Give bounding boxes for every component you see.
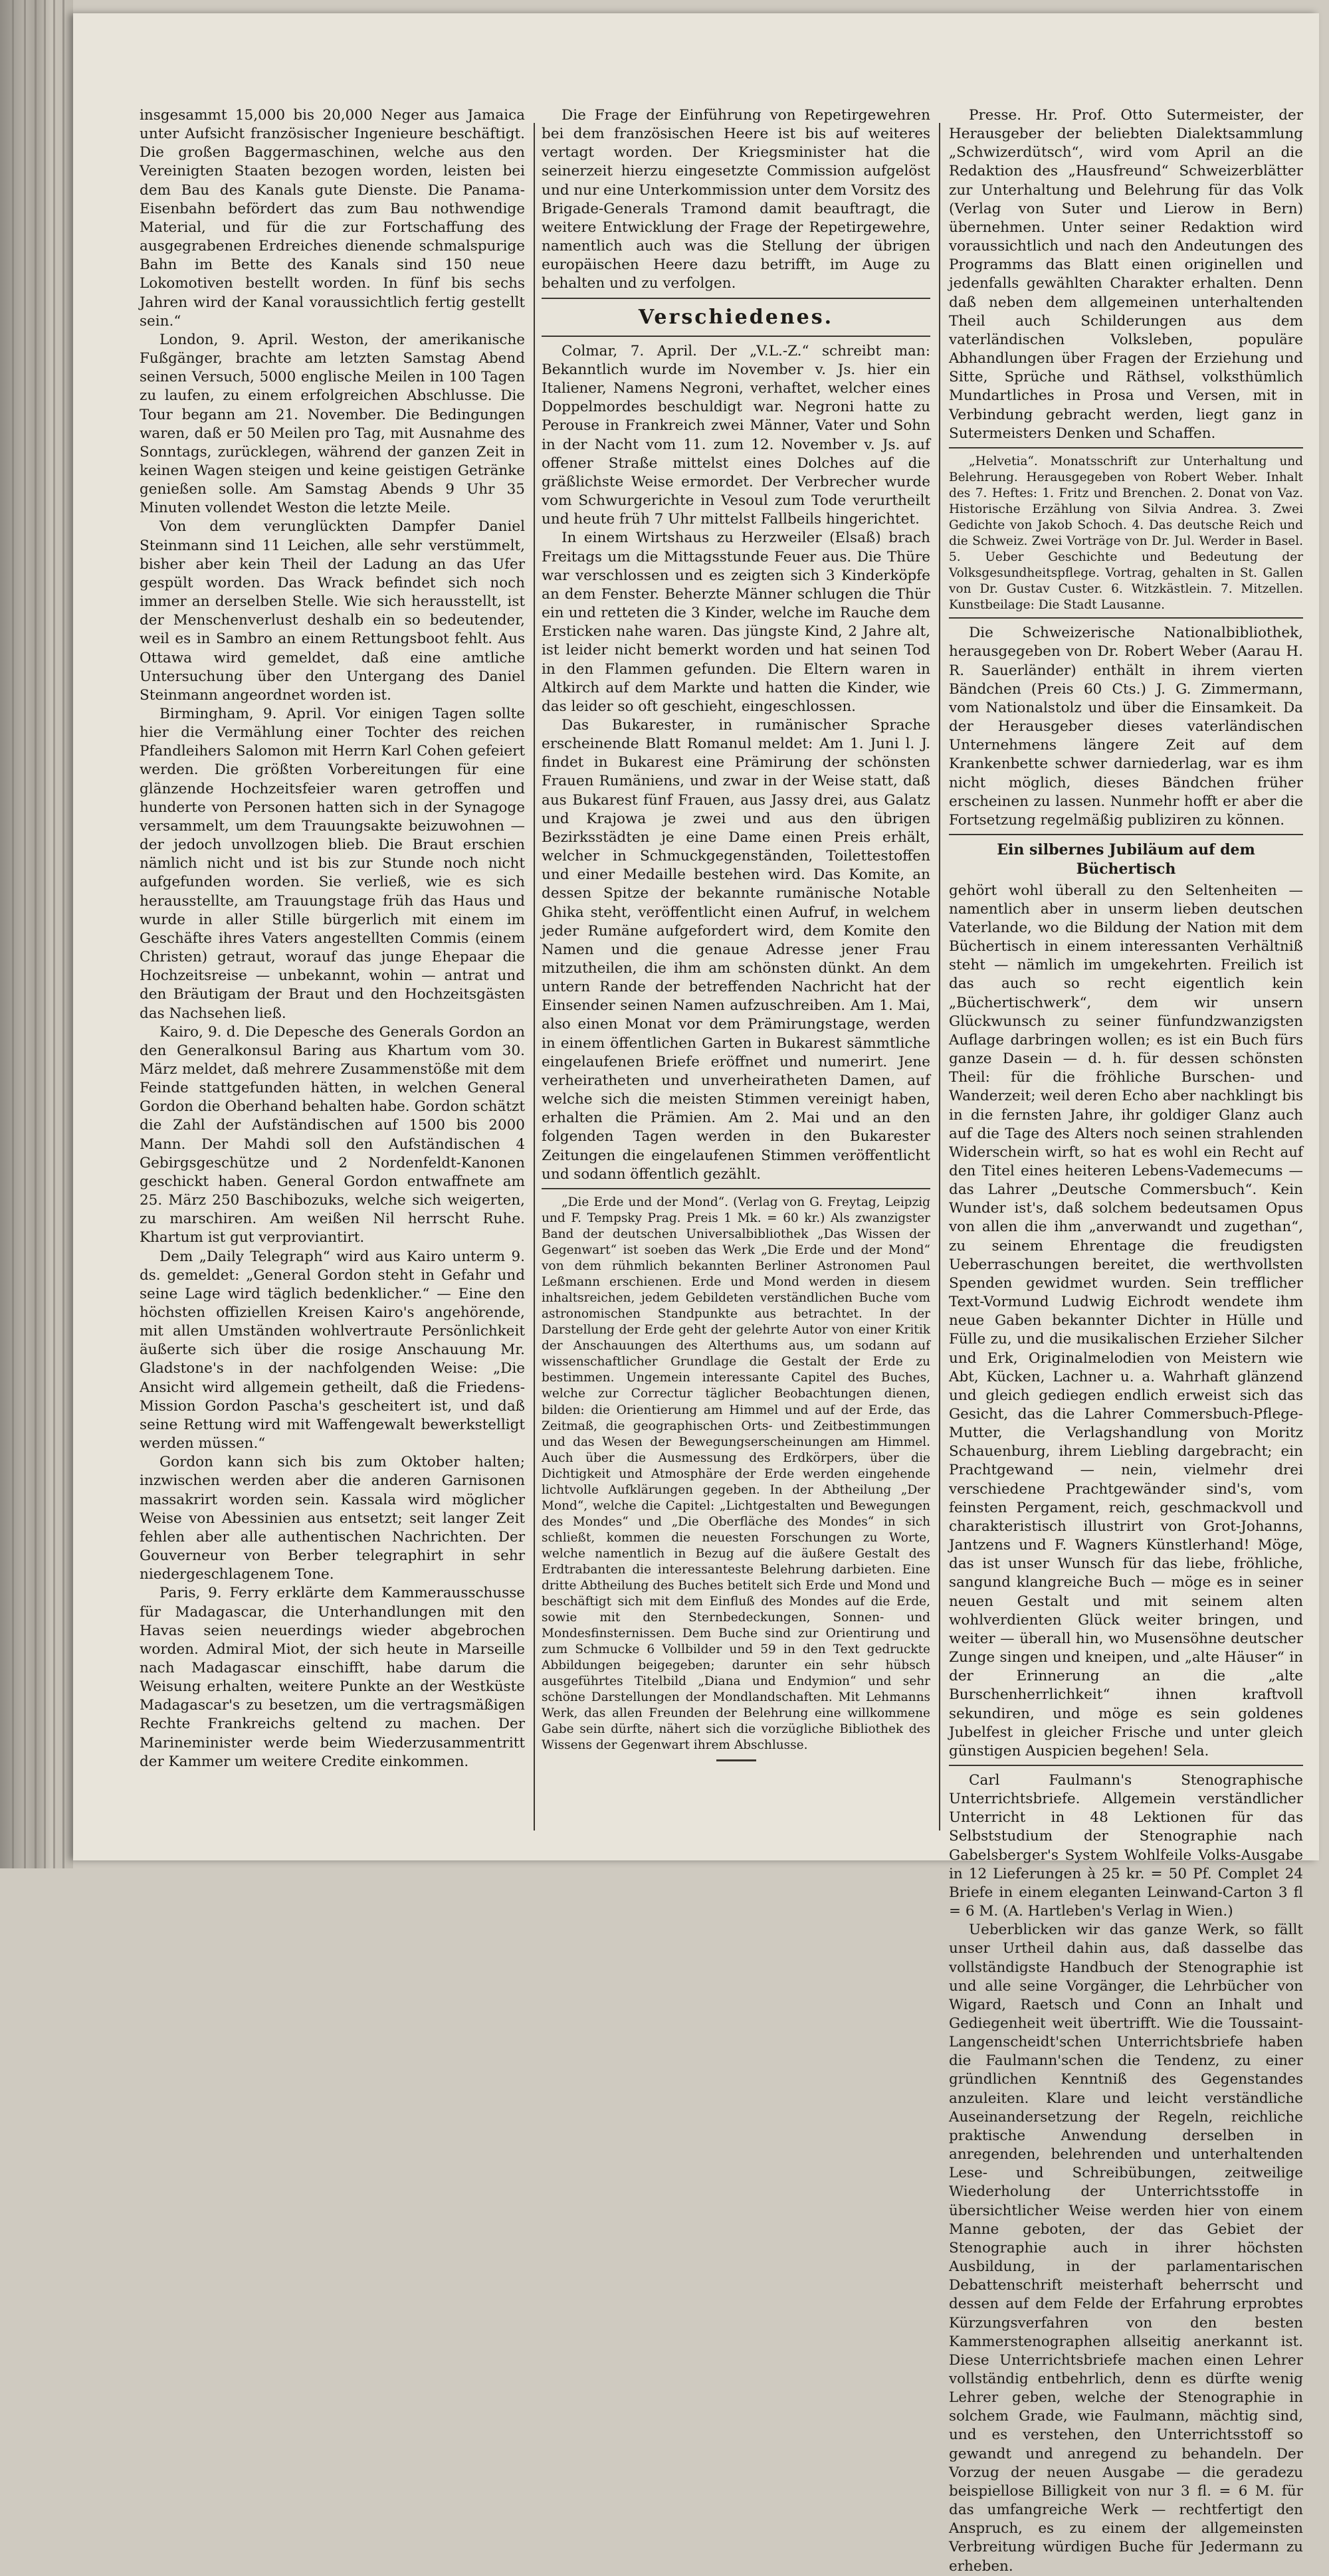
column-2 (542, 106, 930, 1847)
column-rule (939, 123, 940, 1831)
notice-faulmann: Carl Faulmann's Stenographische Unterrichtsbriefe. Allgemein verständlicher Unterricht in 48 Lektionen für das Selbststudium der Stenographie nach Gabelsberger's System Wohlfeile Volks-Ausgabe in 12 Lieferungen à 25 kr. = 50 Pf. Complet 24 Briefe in einem eleganten Leinwand-Carton 3 fl = 6 M. (A. Hartleben's Verlag in Wien.) (949, 1771, 1303, 1920)
column-1 (140, 106, 525, 1847)
end-mark (716, 1759, 756, 1761)
section-rule (542, 336, 930, 337)
section-rule (949, 834, 1303, 835)
section-rule (542, 1188, 930, 1189)
article-london: London, 9. April. Weston, der amerikanische Fußgänger, brachte am letzten Samstag Abend seinen Versuch, 5000 englische Meilen in 100 Tagen zu laufen, zu einem erfolgreichen Abschlusse. Die Tour begann am 21. November. Die Bedingungen waren, daß er 50 Meilen pro Tag, mit Ausnahme des Sonntags, zurücklegen, während der ganzen Zeit in keinen Wagen steigen und keine geistigen Getränke genießen solle. Am Samstag Abends 9 Uhr 35 Minuten vollendet Weston die letzte Meile. (140, 331, 525, 517)
section-heading: Verschiedenes. (638, 305, 834, 329)
article-presse: Presse. Hr. Prof. Otto Sutermeister, der Herausgeber der beliebten Dialektsammlung „Schwizerdütsch“, wird vom April an die Redaktion des „Hausfreund“ Schweizerblätter zur Unterhaltung und Belehrung für das Volk (Verlag von Suter und Lierow in Bern) übernehmen. Unter seiner Redaktion wird voraussichtlich und nach den Andeutungen des Programms das Blatt einen originellen und jedenfalls gewählten Charakter erhalten. Denn daß neben dem allgemeinen unterhaltenden Theil auch Schilderungen aus dem vaterländischen Volksleben, populäre Abhandlungen über Fragen der Erziehung und Sitte, Sprüche und Räthsel, volksthümlich Mundartliches in Prosa und Versen, mit in Verbindung gebracht werden, liegt ganz in Sutermeisters Denken und Schaffen. (949, 107, 1303, 442)
column-rule (534, 123, 535, 1831)
article-birmingham: Birmingham, 9. April. Vor einigen Tagen sollte hier die Vermählung einer Tochter des reichen Pfandleihers Salomon mit Herrn Karl Cohen gefeiert werden. Die größten Vorbereitungen für eine glänzende Hochzeitsfeier waren getroffen und hunderte von Personen hatten sich in der Synagoge versammelt, um dem Trauungsakte beizuwohnen — der jedoch unvollzogen blieb. Die Braut erschien nämlich nicht und ist bis zur Stunde noch nicht aufgefunden worden. Sie verließ, wie es sich herausstellte, am Trauungstage früh das Haus und wurde in aller Stille bürgerlich mit einem im Geschäfte ihres Vaters angestellten Commis (einem Christen) getraut, worauf das junge Ehepaar die Hochzeitsreise — unbekannt, wohin — antrat und den Bräutigam der Braut und den Hochzeitsgästen das Nachsehen ließ. (140, 706, 525, 1022)
article-paris: Paris, 9. Ferry erklärte dem Kammerausschusse für Madagascar, die Unterhandlungen mit den Havas seien neuerdings wieder abgebrochen worden. Admiral Miot, der sich heute in Marseille nach Madagascar einschifft, habe darum die Weisung erhalten, weitere Punkte an der Westküste Madagascar's zu besetzen, um die vertragsmäßigen Rechte Frankreichs geltend zu machen. Der Marineminister werde beim Wiederzusammentritt der Kammer um weitere Credite einkommen. (140, 1585, 525, 1770)
article-herzweiler: In einem Wirtshaus zu Herzweiler (Elsaß) brach Freitags um die Mittagsstunde Feuer aus. Die Thüre war verschlossen und es zeigten sich 3 Kinderköpfe an dem Fenster. Beherzte Männer schlugen die Thür ein und retteten die 3 Kinder, welche im Rauche dem Ersticken nahe waren. Das jüngste Kind, 2 Jahre alt, ist leider nicht bemerkt worden und hat seinen Tod in den Flammen gefunden. Die Eltern waren in Altkirch auf dem Markte und hatten die Kinder, wie das leider so oft geschieht, eingeschlossen. (542, 530, 930, 715)
column-3 (949, 106, 1303, 2575)
section-rule (949, 1765, 1303, 1766)
article-kairo: Kairo, 9. d. Die Depesche des Generals Gordon an den Generalkonsul Baring aus Khartum vom 30. März meldet, daß mehrere Zusammenstöße mit dem Feinde stattgefunden hätten, in welchen General Gordon die Oberhand behalten habe. Gordon schätzt die Zahl der Aufständischen auf 1500 bis 2000 Mann. Der Mahdi soll den Aufständischen 4 Gebirgsgeschütze und 2 Nordenfeldt-Kanonen geschickt haben. General Gordon entwaffnete am 25. März 250 Baschibozuks, welche sich weigerten, zu marschiren. Am weißen Nil herrscht Ruhe. Khartum ist gut verproviantirt. (140, 1023, 525, 1246)
notice-nationalbibliothek: Die Schweizerische Nationalbibliothek, herausgegeben von Dr. Robert Weber (Aarau H. R. Sauerländer) enthält in ihrem vierten Bändchen (Preis 60 Cts.) J. G. Zimmermann, vom Nationalstolz und über die Einsamkeit. Da der Herausgeber dieses vaterländischen Unternehmens längere Zeit auf dem Krankenbette schwer darniederlag, war es ihm nicht möglich, dieses Bändchen früher erscheinen zu lassen. Nunmehr hofft er aber die Fortsetzung regelmäßig publiziren zu können. (949, 625, 1303, 829)
section-rule (542, 298, 930, 299)
article-text: Dem „Daily Telegraph“ wird aus Kairo unterm 9. ds. gemeldet: „General Gordon steht in Gefahr und seine Lage wird täglich bedenklicher.“ — Eine den höchsten offiziellen Kreisen Kairo's angehörende, mit allen Umständen wohlvertraute Persönlichkeit äußerte sich über die rosige Anschauung Mr. Gladstone's in der nachfolgenden Weise: „Die Ansicht wird allgemein getheilt, daß die Friedens-Mission Gordon Pascha's gescheitert ist, und daß seine Rettung wird mit Waffengewalt bewerkstelligt werden müssen.“ (140, 1248, 525, 1452)
article-jubilaeum: gehört wohl überall zu den Seltenheiten — namentlich aber in unserm lieben deutschen Vaterlande, wo die Bildung der Nation mit dem Büchertisch in einem interessanten Verhältniß steht — nämlich im umgekehrten. Freilich ist das auch so recht eigentlich kein „Büchertischwerk“, dem wir unsern Glückwunsch zu seiner fünfundzwanzigsten Auflage darbringen wollen; es ist ein Buch fürs ganze Dasein — d. h. für dessen schönsten Theil: für die fröhliche Burschen- und Wanderzeit; weil deren Echo aber nachklingt bis in die fernsten Jahre, ihr goldiger Glanz auch auf die Tage des Alters noch seinen strahlenden Widerschein wirft, so hat es wohl ein Recht auf den Titel eines heiteren Lebens-Vademecums — das Lahrer „Deutsche Commersbuch“. Kein Wunder ist's, daß solchem bedeutsamen Opus von allen die ihm „anverwandt und zugethan“, zu seinem Ehrentage die freudigsten Ueberraschungen bereitet, die werthvollsten Spenden gewidmet wurden. Sein trefflicher Text-Vormund Ludwig Eichrodt wendete ihm neue Gaben bekannter Dichter in Hülle und Fülle zu, und die musikalischen Erzieher Silcher und Erk, Originalmelodien von Meistern wie Abt, Kücken, Lachner u. a. Wahrhaft glänzend und gleich gediegen endlich erweist sich das Gesicht, das die Lahrer Commersbuch-Pflege-Mutter, die Verlagshandlung von Moritz Schauenburg, ihrem Liebling dargebracht; ein Prachtgewand — nein, vielmehr drei verschiedene Prachtgewänder sind's, vom feinsten Pergament, reich, geschmackvoll und charakteristisch illustrirt von Grot-Johanns, Jantzens und F. Wagners Künstlerhand! Möge, das ist unser Wunsch für das liebe, fröhliche, sangund klangreiche Buch — möge es in seiner neuen Gestalt und mit seinem alten wohlverdienten Glück weiter bringen, und weiter — überall hin, wo Musensöhne deutscher Zunge singen und kneipen, und „alte Häuser“ in der Erinnerung an die „alte Burschenherrlichkeit“ ihnen kraftvoll sekundiren, und möge es sein goldenes Jubelfest in gleicher Frische und unter gleich günstigen Auspicien begehen! Sela. (949, 882, 1303, 1759)
article-bukarest: Das Bukarester, in rumänischer Sprache erscheinende Blatt Romanul meldet: Am 1. Juni l. J. findet in Bukarest eine Prämirung der schönsten Frauen Rumäniens, und zwar in der Weise statt, daß aus Bukarest fünf Frauen, aus Jassy drei, aus Galatz und Krajowa je zwei und aus den übrigen Bezirksstädten je eine Dame einen Preis erhält, welcher in Schmuckgegenständen, Toilettestoffen und einer Medaille bestehen wird. Das Komite, an dessen Spitze der bekannte rumänische Notable Ghika steht, veröffentlicht einen Aufruf, in welchem jeder Rumäne aufgefordert wird, dem Komite den Namen und die genaue Adresse jener Frau mitzutheilen, die ihm am schönsten dünkt. An dem untern Rande der betreffenden Nachricht hat der Einsender seinen Namen aufzuschreiben. Am 1. Mai, also einen Monat vor dem Prämirungstage, werden in einem öffentlichen Garten in Bukarest sämmtliche eingelaufenen Briefe eröffnet und numerirt. Jene verheiratheten und unverheiratheten Damen, auf welche sich die meisten Stimmen vereinigt haben, erhalten die Prämien. Am 2. Mai und an den folgenden Tagen werden in den Bukarester Zeitungen die eingelaufenen Stimmen veröffentlicht und sodann öffentlich gezählt. (542, 716, 930, 1183)
review-faulmann: Ueberblicken wir das ganze Werk, so fällt unser Urtheil dahin aus, daß dasselbe das vollständigste Handbuch der Stenographie ist und alle seine Vorgänger, die Lehrbücher von Wigard, Raetsch und Conn an Inhalt und Gediegenheit weit übertrifft. Wie die Toussaint-Langenscheidt'schen Unterrichtsbriefe haben die Faulmann'schen die Tendenz, zu einer gründlichen Kenntniß des Gegenstandes anzuleiten. Klare und leicht verständliche Auseinandersetzung der Regeln, reichliche praktische Anwendung derselben in anregenden, belehrenden und unterhaltenden Lese- und Schreibübungen, zeitweilige Wiederholung der Unterrichtsstoffe in übersichtlicher Weise werden hier von einem Manne geboten, der das Gebiet der Stenographie auch in ihrer höchsten Ausbildung, in der parlamentarischen Debattenschrift meisterhaft beherrscht und dessen auf dem Felde der Erfahrung erprobtes Kürzungsverfahren von den besten Kammerstenographen allseitig anerkannt ist. Diese Unterrichtsbriefe machen einen Lehrer vollständig entbehrlich, denn es dürfte wenig Lehrer geben, welche der Stenographie in solchem Grade, wie Faulmann, mächtig sind, und es verstehen, den Unterrichtsstoff so gewandt und anregend zu behandeln. Der Vorzug der neuen Ausgabe — die geradezu beispiellose Billigkeit von nur 3 fl. = 6 M. für das umfangreiche Werk — rechtfertigt den Anspruch, es zu einem der allgemeinsten Verbreitung würdigen Buche für Jedermann zu erheben. (949, 1922, 1303, 2575)
article-text: Gordon kann sich bis zum Oktober halten; inzwischen werden aber die anderen Garnisonen massakrirt worden sein. Kassala wird möglicher Weise von Abessinien aus entsetzt; seit langer Zeit fehlen aber alle authentischen Nachrichten. Der Gouverneur von Berber telegraphirt in sehr niedergeschlagenem Tone. (140, 1454, 525, 1583)
article-text: insgesammt 15,000 bis 20,000 Neger aus Jamaica unter Aufsicht französischer Ingenieure beschäftigt. Die großen Baggermaschinen, welche aus den Vereinigten Staaten bezogen worden, leisten bei dem Bau des Kanals gute Dienste. Die Panama-Eisenbahn befördert das zum Bau nothwendige Material, und für die zur Fortschaffung des ausgegrabenen Erdreiches dienende schmalspurige Bahn im Bette des Kanals sind 150 neue Lokomotiven bestellt worden. In fünf bis sechs Jahren wird der Kanal voraussichtlich fertig gestellt sein.“ (140, 107, 525, 330)
article-text: Von dem verunglückten Dampfer Daniel Steinmann sind 11 Leichen, alle sehr verstümmelt, bisher aber kein Theil der Ladung an das Ufer gespült worden. Das Wrack befindet sich noch immer an derselben Stelle. Wie sich herausstellt, ist der Menschenverlust deshalb ein so bedeutender, weil es in Sambro an einem Rettungsboot fehlt. Aus Ottawa wird gemeldet, daß eine amtliche Untersuchung über den Untergang des Daniel Steinmann angeordnet worden ist. (140, 518, 525, 704)
article-heading: Ein silbernes Jubiläum auf dem Büchertisch (997, 841, 1255, 878)
book-binding-edge (0, 0, 73, 1868)
article-repetirgewehre: Die Frage der Einführung von Repetirgewehren bei dem französischen Heere ist bis auf weiteres vertagt worden. Der Kriegsminister hat die seinerzeit hierzu eingesetzte Commission aufgelöst und nur eine Unterkommission unter dem Vorsitz des Brigade-Generals Tramond damit beauftragt, die weitere Entwicklung der Frage der Repetirgewehre, namentlich auch was die Stellung der übrigen europäischen Heere dazu betrifft, im Auge zu behalten und zu verfolgen. (542, 107, 930, 292)
article-colmar: Colmar, 7. April. Der „V.L.-Z.“ schreibt man: Bekanntlich wurde im November v. Js. hier ein Italiener, Namens Negroni, verhaftet, welcher eines Doppelmordes beschuldigt war. Negroni hatte zu Perouse in Frankreich zwei Männer, Vater und Sohn in der Nacht vom 11. zum 12. November v. Js. auf offener Straße mittelst eines Dolches auf die gräßlichste Weise ermordet. Der Verbrecher wurde vom Schwurgerichte in Vesoul zum Tode verurtheilt und heute früh 7 Uhr mittelst Fallbeils hingerichtet. (542, 342, 930, 528)
book-review-erde-mond: „Die Erde und der Mond“. (Verlag von G. Freytag, Leipzig und F. Tempsky Prag. Preis 1 Mk. = 60 kr.) Als zwanzigster Band der deutschen Universalbibliothek „Das Wissen der Gegenwart“ ist soeben das Werk „Die Erde und der Mond“ von dem rühmlich bekannten Berliner Astronomen Paul Leßmann erschienen. Erde und Mond werden in diesem inhaltsreichen, jedem Gebildeten verständlichen Buche vom astronomischen Standpunkte aus betrachtet. In der Darstellung der Erde geht der gelehrte Autor von einer Kritik der Anschauungen des Alterthums aus, um sodann auf wissenschaftlicher Grundlage die Gestalt der Erde zu bestimmen. Ungemein interessante Capitel des Buches, welche zur Correctur täglicher Beobachtungen dienen, bilden: die Orientierung am Himmel und auf der Erde, das Zeitmaß, die geographischen Orts- und Zeitbestimmungen und das Wesen der Bewegungserscheinungen am Himmel. Auch über die Ausmessung des Erdkörpers, über die Dichtigkeit und Atmosphäre der Erde werden eingehende lichtvolle Aufklärungen gegeben. In der Abtheilung „Der Mond“, welche die Capitel: „Lichtgestalten und Bewegungen des Mondes“ und „Die Oberfläche des Mondes“ in sich schließt, kommen die neuesten Forschungen zu Worte, welche namentlich in Bezug auf die äußere Gestalt des Erdtrabanten die interessanteste Belehrung darbieten. Eine dritte Abtheilung des Buches betitelt sich Erde und Mond und beschäftigt sich mit dem Einfluß des Mondes auf die Erde, sowie mit den Sternbedeckungen, Sonnen- und Mondesfinsternissen. Dem Buche sind zur Orientirung und zum Schmucke 6 Vollbilder und 59 in den Text gedruckte Abbildungen beigegeben; darunter ein sehr hübsch ausgeführtes Titelbild „Diana und Endymion“ und sehr schöne Darstellungen der Mondlandschaften. Mit Lehmanns Werk, das allen Freunden der Belehrung eine willkommene Gabe sein dürfte, nähert sich die vorzügliche Bibliothek des Wissens der Gegenwart ihrem Abschlusse. (542, 1195, 930, 1753)
section-rule (949, 617, 1303, 619)
newspaper-page (73, 13, 1319, 2575)
notice-helvetia: „Helvetia“. Monatsschrift zur Unterhaltung und Belehrung. Herausgegeben von Robert Weber. Inhalt des 7. Heftes: 1. Fritz und Brenchen. 2. Donat von Vaz. Historische Erzählung von Silvia Andrea. 3. Zwei Gedichte von Jakob Schoch. 4. Das deutsche Reich und die Schweiz. Zwei Vorträge von Dr. Jul. Werder in Basel. 5. Ueber Geschichte und Bedeutung der Volksgesundheitspflege. Vortrag, gehalten in St. Gallen von Dr. Gustav Custer. 6. Witzkästlein. 7. Mitzellen. Kunstbeilage: Die Stadt Lausanne. (949, 454, 1303, 613)
section-rule (949, 447, 1303, 448)
